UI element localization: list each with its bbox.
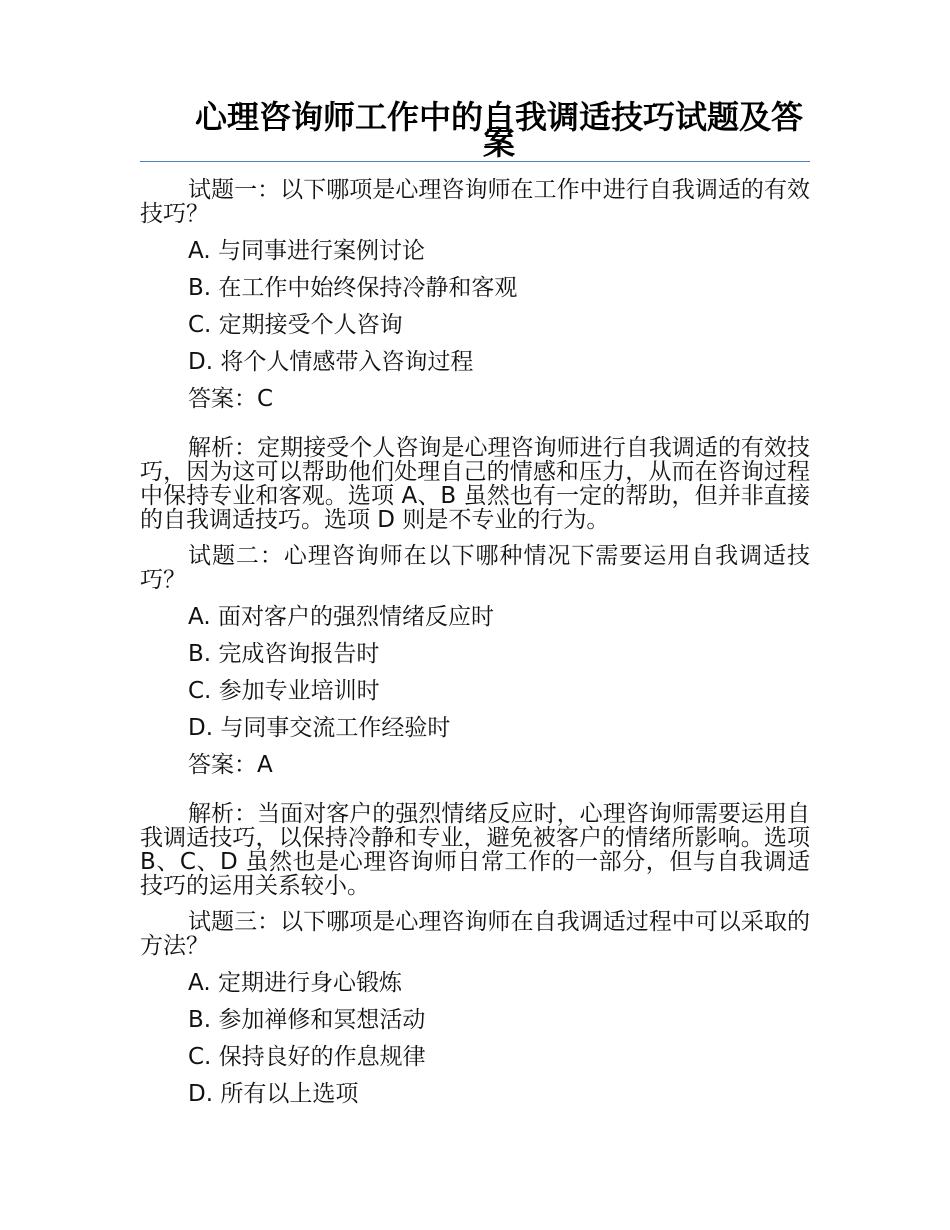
option-b: B. 在工作中始终保持冷静和客观	[188, 275, 518, 301]
question-stem: 试题三：以下哪项是心理咨询师在自我调适过程中可以采取的方法？	[140, 909, 810, 959]
option-c: C. 参加专业培训时	[188, 678, 380, 704]
option-d: D. 所有以上选项	[188, 1081, 359, 1107]
option-b: B. 参加禅修和冥想活动	[188, 1007, 426, 1033]
explanation: 解析：当面对客户的强烈情绪反应时，心理咨询师需要运用自我调适技巧，以保持冷静和专业，避免被客户的情绪所影响。选项 B、C、D 虽然也是心理咨询师日常工作的一部分，但与自我调适技巧的运用关系较小。	[140, 801, 810, 899]
option-c: C. 保持良好的作息规律	[188, 1044, 426, 1070]
option-a: A. 与同事进行案例讨论	[188, 238, 425, 264]
question-block-1	[140, 178, 810, 544]
title-underline	[140, 161, 810, 162]
option-d: D. 与同事交流工作经验时	[188, 715, 451, 741]
question-block-2	[140, 544, 810, 910]
question-stem: 试题二：心理咨询师在以下哪种情况下需要运用自我调适技巧？	[140, 543, 810, 593]
explanation: 解析：定期接受个人咨询是心理咨询师进行自我调适的有效技巧，因为这可以帮助他们处理自己的情感和压力，从而在咨询过程中保持专业和客观。选项 A、B 虽然也有一定的帮助，但并非直接的自我调适技巧。选项 D 则是不专业的行为。	[140, 435, 810, 533]
option-a: A. 定期进行身心锻炼	[188, 970, 402, 996]
answer: 答案：C	[188, 386, 274, 412]
question-block-3	[140, 910, 810, 1119]
document-body	[140, 178, 810, 1119]
option-b: B. 完成咨询报告时	[188, 641, 380, 667]
option-a: A. 面对客户的强烈情绪反应时	[188, 604, 494, 630]
answer: 答案：A	[188, 752, 273, 778]
option-c: C. 定期接受个人咨询	[188, 312, 403, 338]
document-title: 心理咨询师工作中的自我调适技巧试题及答案	[194, 98, 803, 162]
question-stem: 试题一：以下哪项是心理咨询师在工作中进行自我调适的有效技巧？	[140, 177, 810, 227]
option-d: D. 将个人情感带入咨询过程	[188, 349, 474, 375]
